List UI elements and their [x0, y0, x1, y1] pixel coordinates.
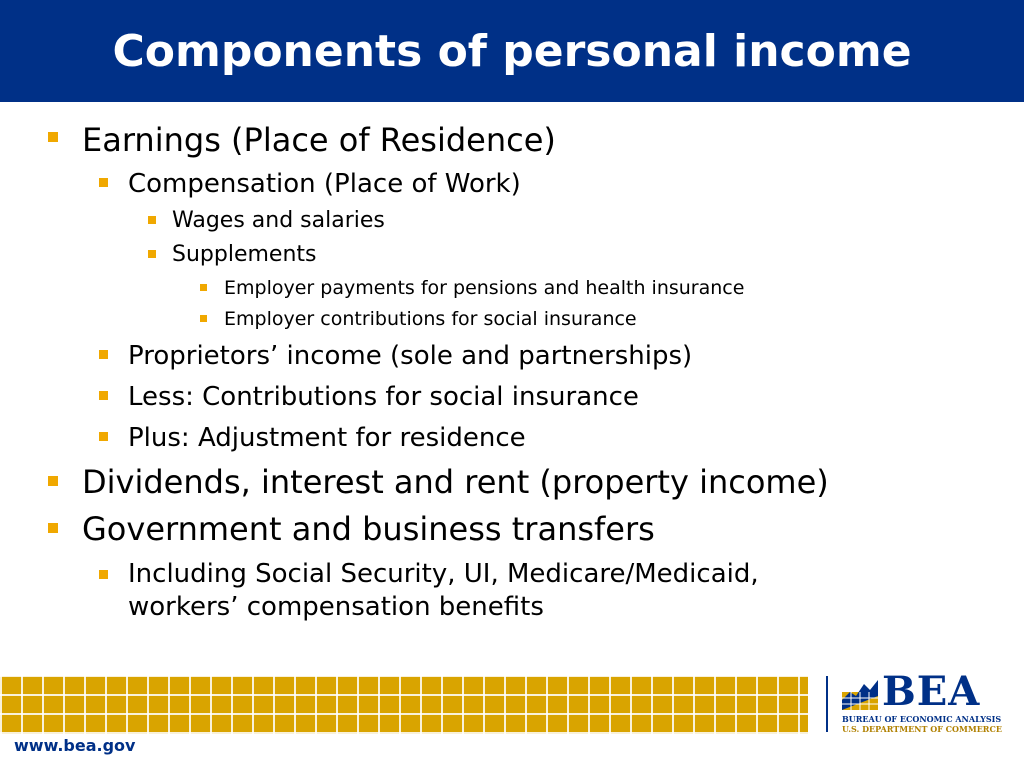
title-bar [0, 0, 1024, 102]
bullet-icon [99, 570, 108, 579]
bullet-icon [99, 432, 108, 441]
bullet-wages: Wages and salaries [172, 208, 385, 233]
bullet-employer-payments: Employer payments for pensions and health insurance [224, 277, 745, 299]
bullet-dividends: Dividends, interest and rent (property income) [82, 463, 829, 501]
bullet-icon [48, 132, 58, 142]
bullet-line-1: Including Social Security, UI, Medicare/Medicaid, [128, 559, 759, 589]
bullet-icon [99, 178, 108, 187]
bullet-earnings: Earnings (Place of Residence) [82, 121, 556, 159]
bullet-icon [99, 391, 108, 400]
slide-title: Components of personal income [112, 26, 912, 77]
bullet-icon [200, 284, 207, 291]
bullet-compensation: Compensation (Place of Work) [128, 169, 521, 199]
bullet-including-social-security [128, 558, 759, 624]
bullet-government-transfers: Government and business transfers [82, 510, 655, 548]
bullet-icon [48, 523, 58, 533]
bullet-icon [99, 350, 108, 359]
bullet-supplements: Supplements [172, 242, 317, 267]
bullet-less-contributions: Less: Contributions for social insurance [128, 382, 639, 412]
bea-logo-text: BEA [882, 668, 981, 715]
footer-divider [826, 676, 828, 732]
bea-flag-icon [842, 678, 878, 710]
bullet-plus-adjustment: Plus: Adjustment for residence [128, 423, 526, 453]
footer-grid-decoration [0, 676, 808, 734]
bullet-icon [148, 216, 156, 224]
bullet-employer-contributions: Employer contributions for social insurance [224, 308, 637, 330]
bea-logo-subtitle: BUREAU OF ECONOMIC ANALYSIS [842, 714, 1002, 724]
bullet-proprietors-income: Proprietors’ income (sole and partnerships) [128, 341, 693, 371]
bullet-icon [200, 315, 207, 322]
bullet-icon [48, 476, 58, 486]
bea-logo [842, 668, 1002, 734]
footer-url-link[interactable]: www.bea.gov [14, 736, 136, 755]
bea-logo-department: U.S. DEPARTMENT OF COMMERCE [842, 724, 1002, 734]
bullet-icon [148, 250, 156, 258]
bullet-line-2: workers’ compensation benefits [128, 592, 544, 622]
